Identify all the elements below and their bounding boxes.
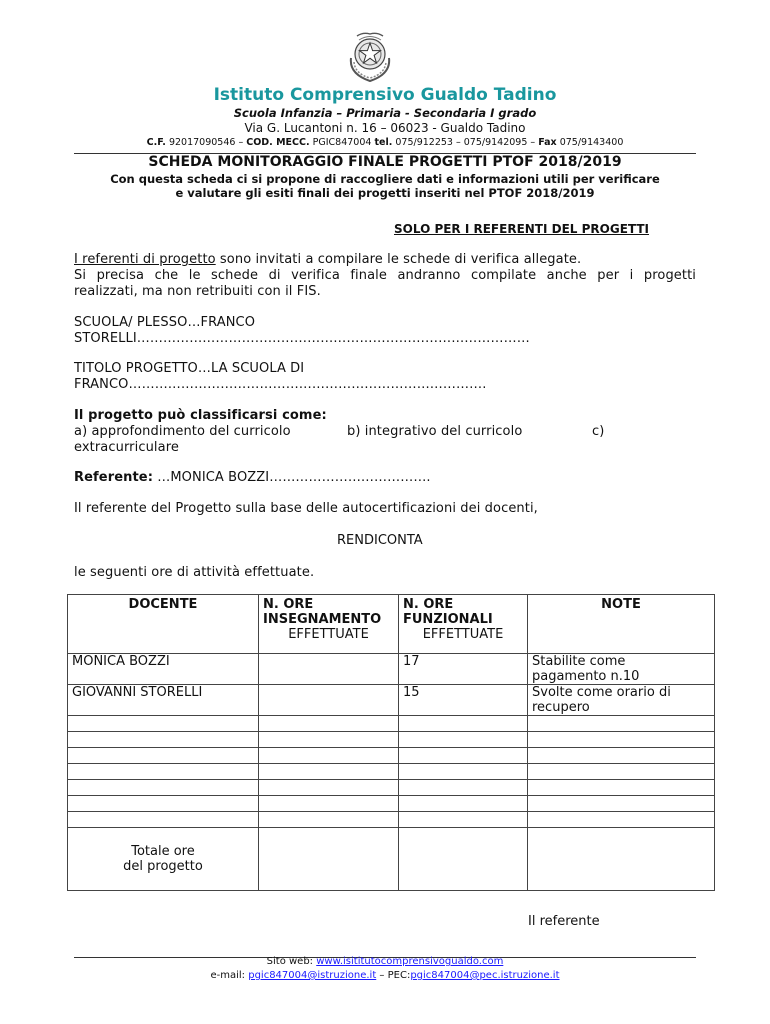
intro-rest: sono invitati a compilare le schede di verifica allegate. [215, 252, 582, 267]
table-row [68, 654, 715, 685]
footer-site [0, 956, 770, 967]
mecc-label: COD. MECC. [246, 137, 310, 148]
table-row-empty [68, 812, 715, 828]
school-address: Via G. Lucantoni n. 16 – 06023 - Gualdo Tadino [244, 121, 526, 135]
school-line1: SCUOLA/ PLESSO…FRANCO [74, 315, 256, 330]
note-line2: realizzati, ma non retribuiti con il FIS. [74, 284, 321, 299]
school-levels: Scuola Infanzia – Primaria - Secondaria I grado [233, 106, 537, 120]
signature-label: Il referente [528, 914, 600, 929]
form-description [0, 172, 770, 200]
referent-value: …MONICA BOZZI………………………………. [153, 470, 431, 485]
header-teach-1: N. ORE [263, 597, 314, 612]
table-header-row [68, 595, 715, 654]
header-func-1: N. ORE [403, 597, 454, 612]
row-docente: GIOVANNI STORELLI [68, 685, 259, 716]
hours-intro: le seguenti ore di attività effettuate. [74, 565, 315, 580]
table-row-empty [68, 796, 715, 812]
option-b: b) integrativo del curricolo [347, 424, 523, 439]
cf-value: 92017090546 – [168, 137, 244, 148]
table-row-empty [68, 764, 715, 780]
row-teaching-hours [259, 654, 399, 685]
italian-republic-emblem-icon [345, 28, 395, 84]
row-docente: MONICA BOZZI [68, 654, 259, 685]
table-row-empty [68, 748, 715, 764]
header-func-2: FUNZIONALI [403, 612, 493, 627]
header-teach-2: INSEGNAMENTO [263, 612, 382, 627]
header-docente: DOCENTE [68, 595, 259, 654]
tel-value: 075/912253 – 075/9142095 – [395, 137, 536, 148]
site-link[interactable]: www.isititutocomprensivogualdo.com [316, 956, 504, 967]
table-row-empty [68, 716, 715, 732]
note-line1: Si precisa che le schede di verifica finale andranno compilate anche per i progetti [74, 268, 696, 283]
total-label: Totale ore del progetto [68, 828, 259, 891]
title-line1: TITOLO PROGETTO…LA SCUOLA DI [74, 361, 305, 376]
header-functional-hours [399, 595, 528, 654]
option-c-text: extracurriculare [74, 440, 179, 455]
form-title: SCHEDA MONITORAGGIO FINALE PROGETTI PTOF 2018/2019 [148, 154, 622, 170]
mecc-value: PGIC847004 [312, 137, 372, 148]
table-row-empty [68, 732, 715, 748]
site-label: Sito web: [266, 956, 317, 967]
header-teach-3: EFFETTUATE [288, 627, 369, 642]
basis-text: Il referente del Progetto sulla base delle autocertificazioni dei docenti, [74, 501, 538, 516]
header-teaching-hours [259, 595, 399, 654]
fax-value: 075/9143400 [559, 137, 624, 148]
pec-label: – PEC: [376, 970, 411, 981]
form-desc-line2: e valutare gli esiti finali dei progetti inseriti nel PTOF 2018/2019 [175, 186, 595, 200]
tel-label: tel. [374, 137, 393, 148]
form-desc-line1: Con questa scheda ci si propone di raccogliere dati e informazioni utili per verificare [110, 172, 660, 186]
row-teaching-hours [259, 685, 399, 716]
email-link[interactable]: pgic847004@istruzione.it [248, 970, 377, 981]
cf-label: C.F. [146, 137, 166, 148]
table-row-empty [68, 780, 715, 796]
referent-label: Referente: [74, 470, 154, 485]
fax-label: Fax [538, 137, 557, 148]
title-line2: FRANCO………………………………………………………………………. [74, 377, 487, 392]
row-functional-hours: 15 [399, 685, 528, 716]
row-note: Stabilite come pagamento n.10 [528, 654, 715, 685]
header-note: NOTE [528, 595, 715, 654]
school-field [74, 315, 704, 347]
rendiconta: RENDICONTA [337, 533, 423, 548]
referents-only-heading: SOLO PER I REFERENTI DEL PROGETTI [394, 222, 650, 236]
intro-paragraph [74, 252, 704, 300]
footer-contacts [0, 970, 770, 981]
email-label: e-mail: [210, 970, 249, 981]
hours-table [67, 594, 715, 891]
school-name: Istituto Comprensivo Gualdo Tadino [213, 85, 557, 105]
referent-line [74, 470, 704, 486]
option-c: c) [592, 424, 605, 439]
table-row [68, 685, 715, 716]
row-note: Svolte come orario di recupero [528, 685, 715, 716]
header-func-3: EFFETTUATE [422, 627, 504, 642]
classify-label: Il progetto può classificarsi come: [74, 408, 327, 423]
school-codes [0, 137, 770, 148]
row-functional-hours: 17 [399, 654, 528, 685]
pec-link[interactable]: pgic847004@pec.istruzione.it [410, 970, 560, 981]
table-total-row [68, 828, 715, 891]
option-a: a) approfondimento del curricolo [74, 424, 291, 439]
school-line2: STORELLI……………………………………………………………………………… [74, 331, 530, 346]
intro-underlined: I referenti di progetto [74, 252, 216, 267]
classification [74, 408, 704, 456]
project-title-field [74, 361, 704, 393]
